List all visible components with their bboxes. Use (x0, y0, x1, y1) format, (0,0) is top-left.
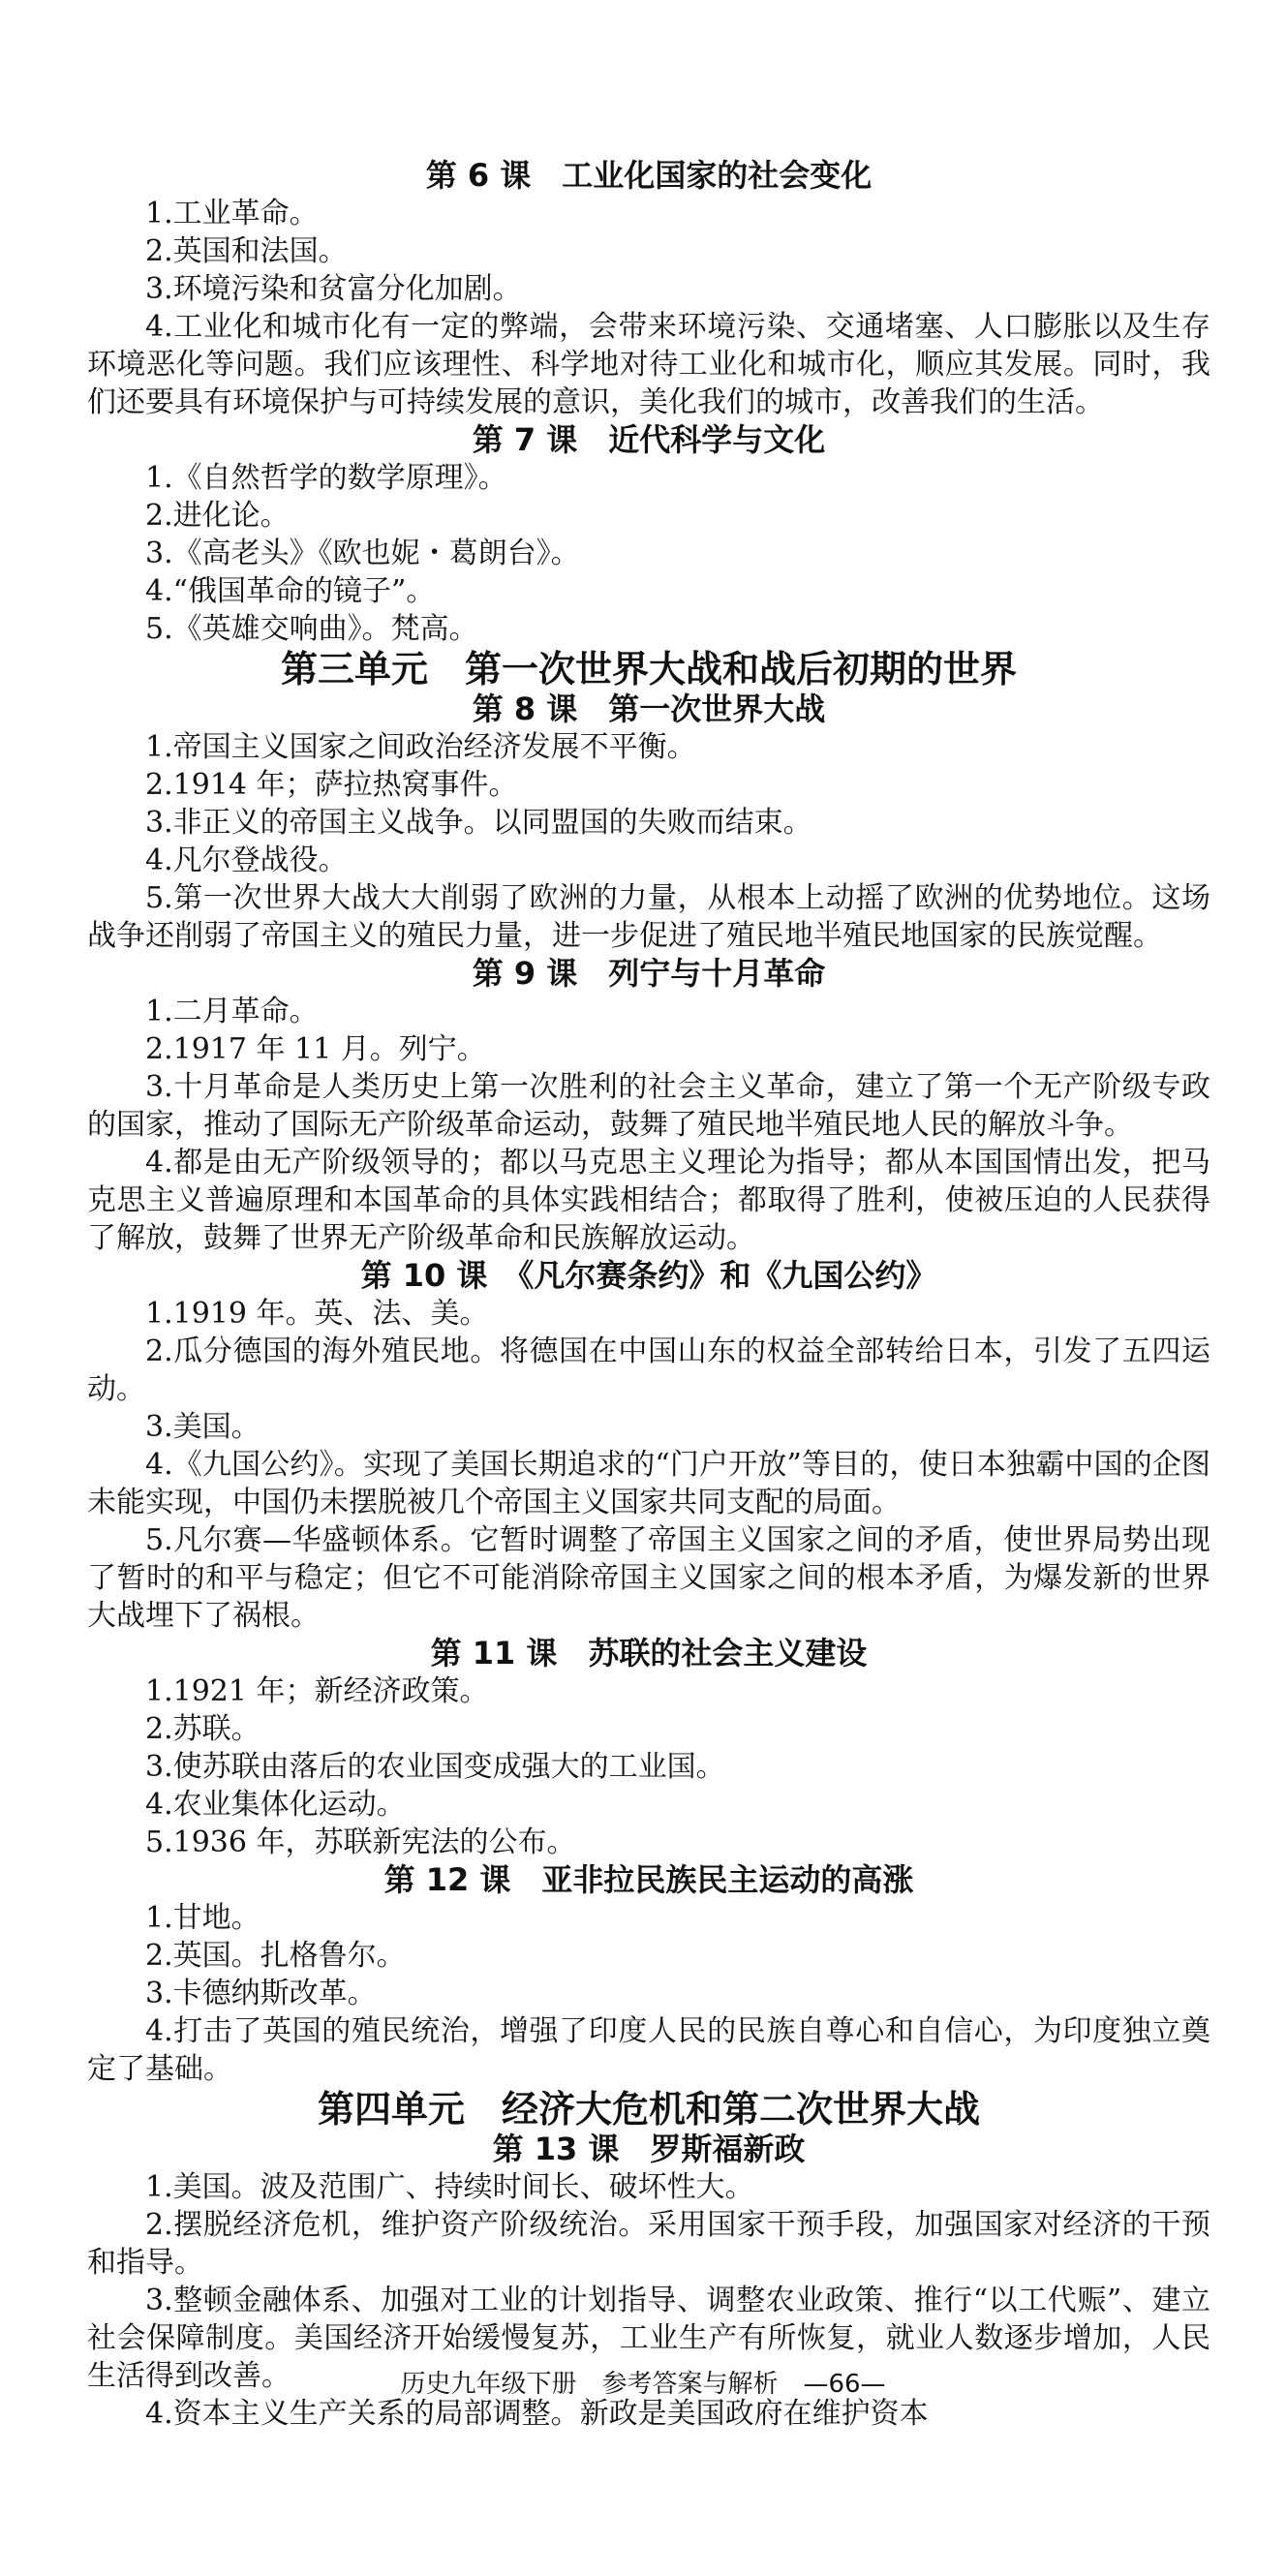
lesson-title: 第 13 课 罗斯福新政 (492, 2131, 806, 2167)
lesson-section (87, 955, 1210, 1257)
answer-item: 5.第一次世界大战大大削弱了欧洲的力量，从根本上动摇了欧洲的优势地位。这场战争还削弱了帝国主义的殖民力量，进一步促进了殖民地半殖民地国家的民族觉醒。 (87, 881, 1210, 953)
answer-item: 5.凡尔赛—华盛顿体系。它暂时调整了帝国主义国家之间的矛盾，使世界局势出现了暂时的和平与稳定；但它不可能消除帝国主义国家之间的根本矛盾，为爆发新的世界大战埋下了祸根。 (87, 1523, 1210, 1633)
lesson-title: 第 12 课 亚非拉民族民主运动的高涨 (383, 1861, 914, 1898)
lesson-section (87, 157, 1210, 421)
answer-item: 1.美国。波及范围广、持续时间长、破坏性大。 (145, 2170, 754, 2204)
answer-item: 1.帝国主义国家之间政治经济发展不平衡。 (145, 730, 696, 764)
answer-item: 2.苏联。 (145, 1712, 260, 1746)
answer-item: 3.环境污染和贫富分化加剧。 (145, 272, 522, 306)
answer-item: 3.非正义的帝国主义战争。以同盟国的失败而结束。 (145, 806, 812, 840)
lesson-title: 第 9 课 列宁与十月革命 (472, 955, 826, 992)
answer-item: 4.都是由无产阶级领导的；都以马克思主义理论为指导；都从本国国情出发，把马克思主义普遍原理和本国革命的具体实践相结合；都取得了胜利，使被压迫的人民获得了解放，鼓舞了世界无产阶级革命和民族解放运动。 (87, 1146, 1210, 1255)
answer-item: 4.《九国公约》。实现了美国长期追求的“门户开放”等目的，使日本独霸中国的企图未能实现，中国仍未摆脱被几个帝国主义国家共同支配的局面。 (87, 1448, 1210, 1519)
lesson-title: 第 11 课 苏联的社会主义建设 (430, 1635, 868, 1671)
answer-item: 1.《自然哲学的数学原理》。 (145, 461, 507, 495)
unit-title: 第三单元 第一次世界大战和战后初期的世界 (280, 648, 1017, 690)
answer-item: 4.“俄国革命的镜子”。 (145, 574, 436, 608)
answer-item: 3.《高老头》《欧也妮・葛朗台》。 (145, 537, 580, 570)
answer-item: 4.凡尔登战役。 (145, 843, 348, 877)
answer-item: 3.整顿金融体系、加强对工业的计划指导、调整农业政策、推行“以工代赈”、建立社会保障制度。美国经济开始缓慢复苏，工业生产有所恢复，就业人数逐步增加，人民生活得到改善。 (87, 2284, 1210, 2393)
answer-page (87, 157, 1210, 2433)
lesson-section (87, 1257, 1210, 1635)
answer-item: 1.二月革命。 (145, 995, 319, 1028)
lesson-title: 第 10 课 《凡尔赛条约》和《九国公约》 (360, 1257, 937, 1294)
answer-item: 3.美国。 (145, 1410, 260, 1444)
lesson-section (87, 690, 1210, 955)
answer-item: 1.工业革命。 (145, 197, 319, 230)
answer-item: 1.甘地。 (145, 1901, 260, 1935)
answer-item: 4.农业集体化运动。 (145, 1788, 406, 1822)
answer-item: 3.卡德纳斯改革。 (145, 1977, 377, 2010)
unit-section (87, 2088, 1210, 2131)
answer-item: 2.英国。扎格鲁尔。 (145, 1939, 406, 1973)
answer-item: 3.使苏联由落后的农业国变成强大的工业国。 (145, 1750, 725, 1784)
lesson-section (87, 1635, 1210, 1861)
answer-item: 2.瓜分德国的海外殖民地。将德国在中国山东的权益全部转给日本，引发了五四运动。 (87, 1334, 1210, 1406)
answer-item: 2.1917 年 11 月。列宁。 (145, 1032, 486, 1066)
unit-section (87, 648, 1210, 690)
lesson-title: 第 6 课 工业化国家的社会变化 (425, 157, 873, 194)
answer-item: 2.英国和法国。 (145, 234, 348, 268)
lesson-section (87, 1861, 1210, 2088)
answer-item: 4.资本主义生产关系的局部调整。新政是美国政府在维护资本 (145, 2397, 929, 2431)
answer-item: 4.打击了英国的殖民统治，增强了印度人民的民族自尊心和自信心，为印度独立奠定了基础。 (87, 2014, 1210, 2086)
answer-item: 1.1919 年。英、法、美。 (145, 1297, 489, 1331)
answer-item: 2.进化论。 (145, 499, 290, 533)
lesson-section (87, 421, 1210, 648)
answer-item: 5.《英雄交响曲》。梵高。 (145, 612, 478, 646)
answer-item: 1.1921 年；新经济政策。 (145, 1674, 489, 1708)
answer-item: 5.1936 年，苏联新宪法的公布。 (145, 1825, 576, 1859)
answer-item: 3.十月革命是人类历史上第一次胜利的社会主义革命，建立了第一个无产阶级专政的国家，推动了国际无产阶级革命运动，鼓舞了殖民地半殖民地人民的解放斗争。 (87, 1070, 1210, 1142)
page-footer: 历史九年级下册 参考答案与解析 —66— (400, 2370, 886, 2399)
lesson-title: 第 7 课 近代科学与文化 (472, 421, 826, 458)
unit-title: 第四单元 经济大危机和第二次世界大战 (317, 2088, 980, 2131)
answer-item: 2.摆脱经济危机，维护资产阶级统治。采用国家干预手段，加强国家对经济的干预和指导。 (87, 2208, 1210, 2280)
answer-item: 4.工业化和城市化有一定的弊端，会带来环境污染、交通堵塞、人口膨胀以及生存环境恶化等问题。我们应该理性、科学地对待工业化和城市化，顺应其发展。同时，我们还要具有环境保护与可持续发展的意识，美化我们的城市，改善我们的生活。 (87, 310, 1210, 419)
answer-item: 2.1914 年；萨拉热窝事件。 (145, 768, 518, 802)
lesson-title: 第 8 课 第一次世界大战 (472, 690, 826, 727)
